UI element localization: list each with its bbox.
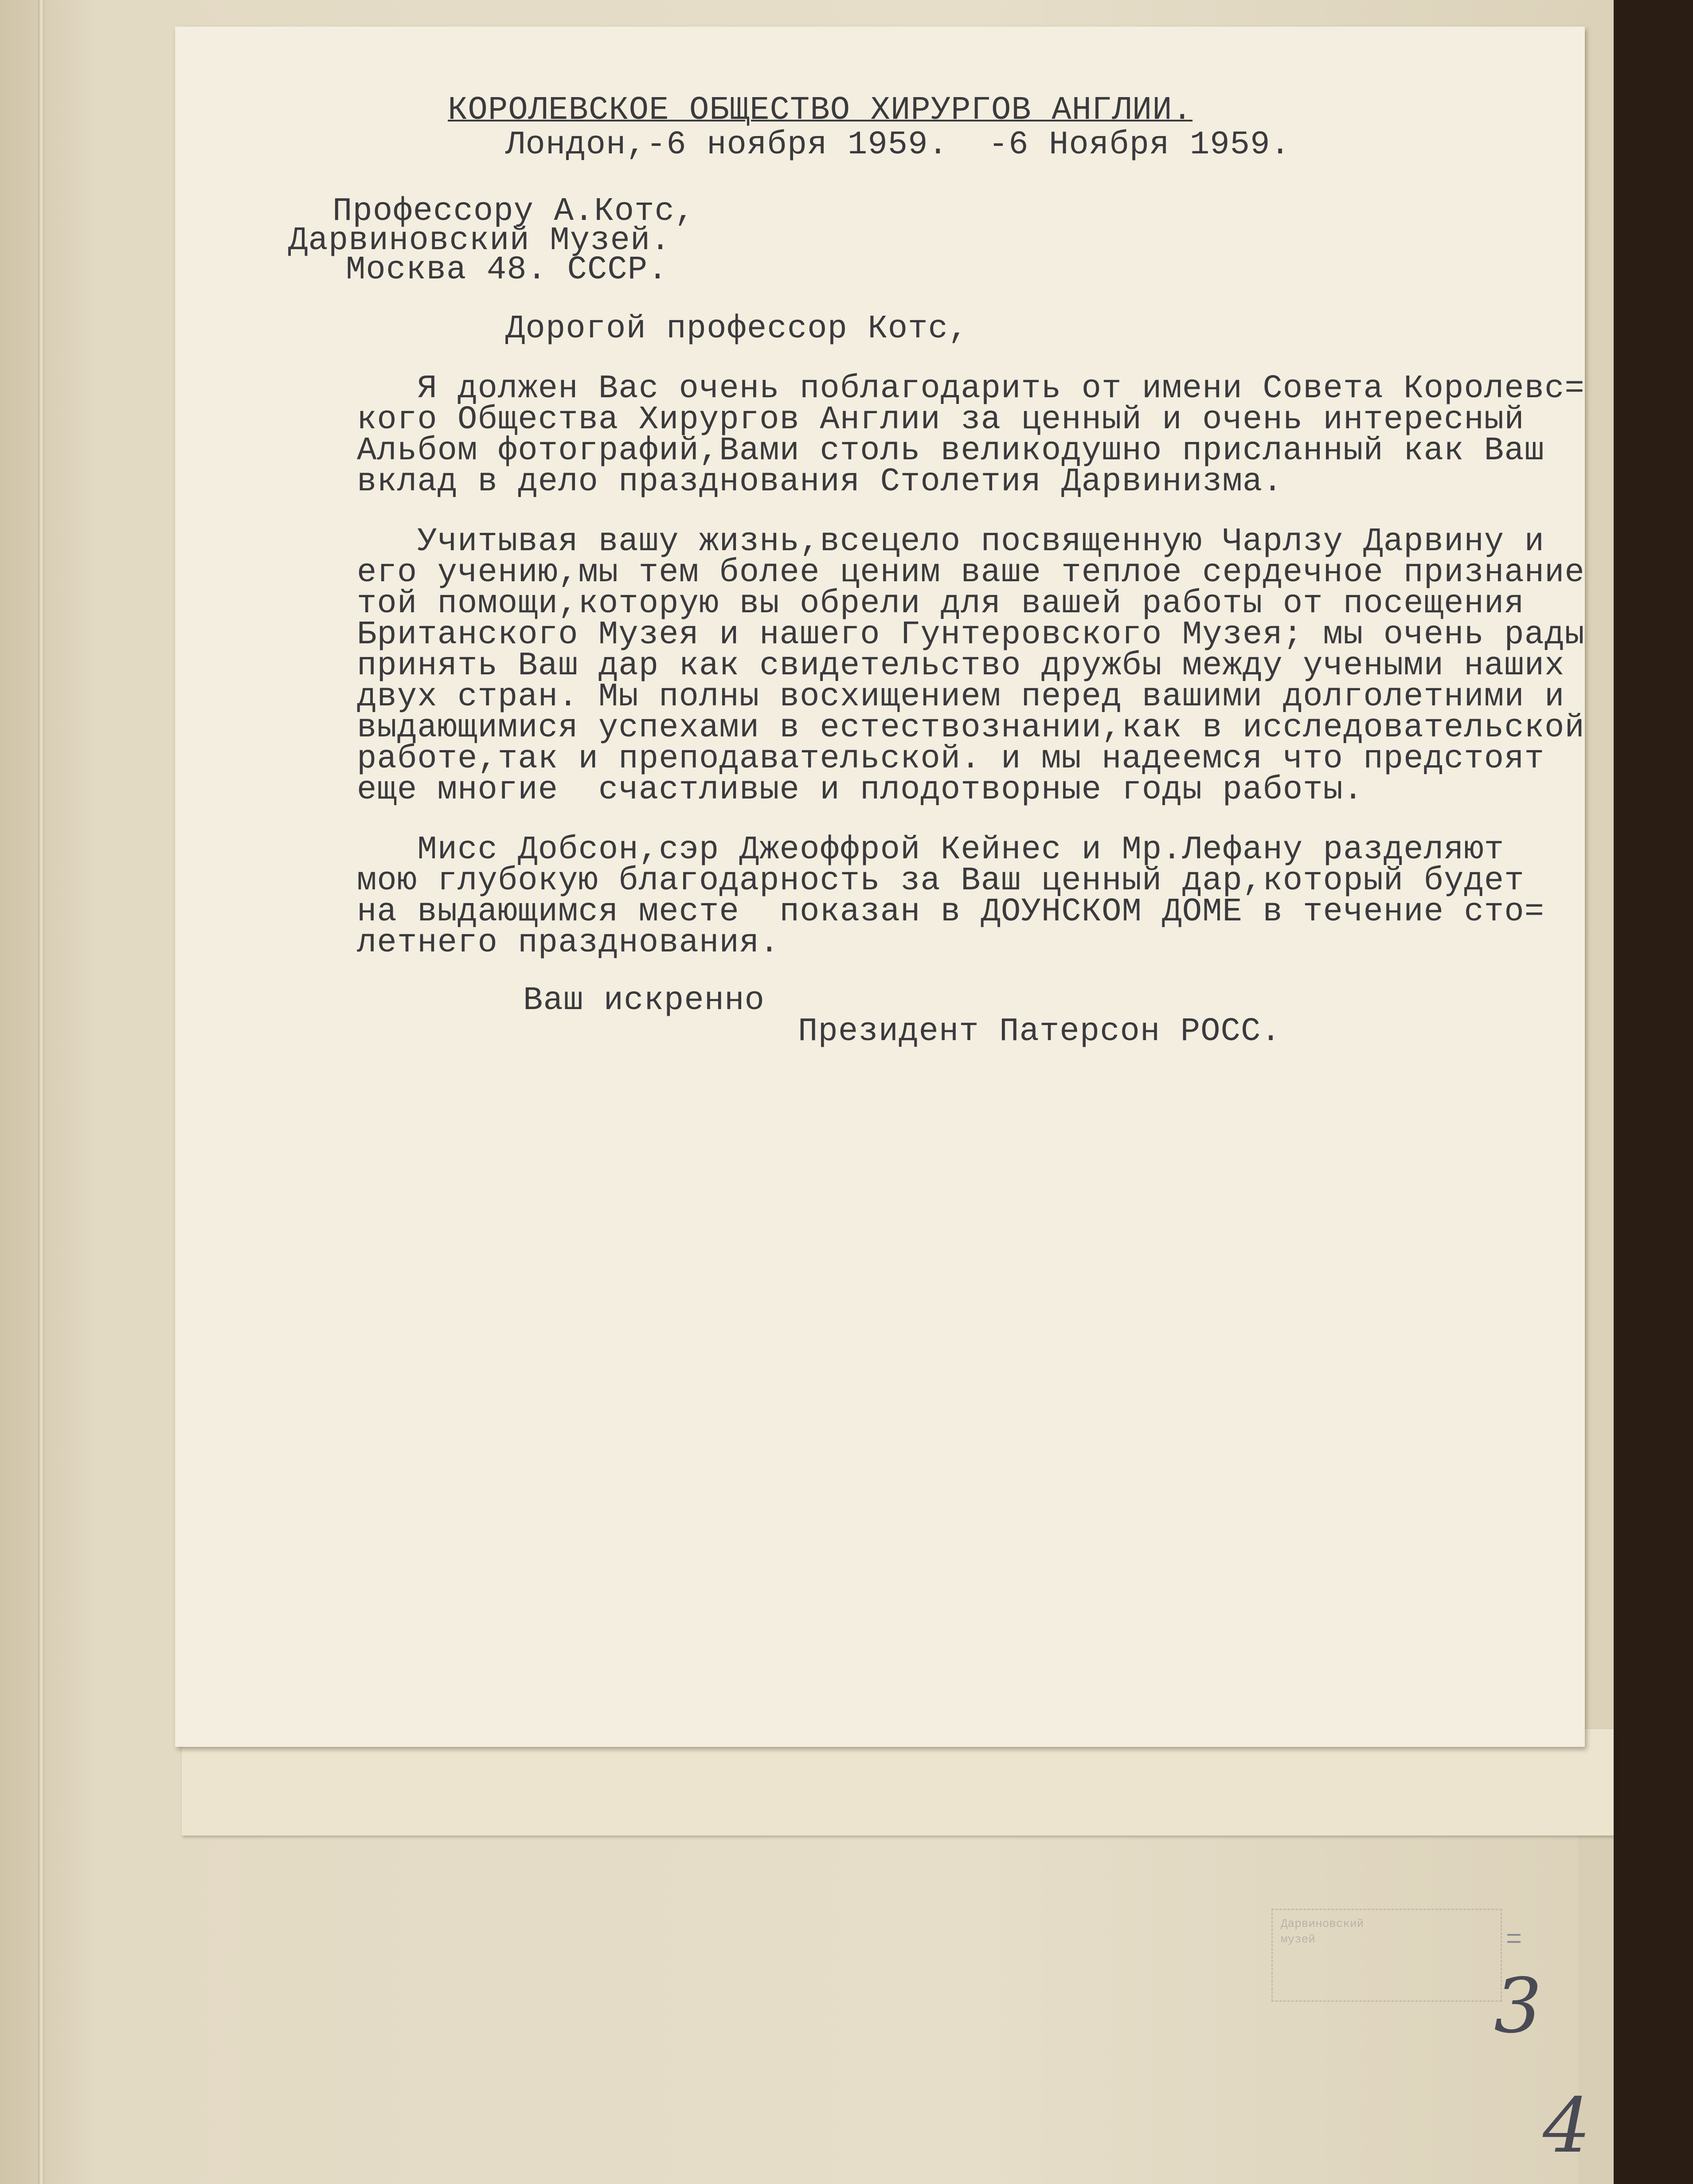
recipient-line: Профессору А.Котс,	[332, 193, 695, 230]
paragraph-line: Учитывая вашу жизнь,всецело посвященную Чарлзу Дарвину и	[357, 523, 1545, 560]
paragraph-line: летнего празднования.	[357, 924, 780, 962]
pencil-mark	[1507, 1941, 1521, 1943]
sheet-number: 3	[1494, 1962, 1542, 2050]
stamp-line: Дарвиновский	[1281, 1917, 1364, 1930]
folder-fold	[38, 0, 44, 2184]
paragraph-line: той помощи,которую вы обрели для вашей работы от посещения	[357, 585, 1525, 622]
paragraph-line: кого Общества Хирургов Англии за ценный и очень интересный	[357, 401, 1525, 438]
paragraph-line: мою глубокую благодарность за Ваш ценный дар,который будет	[357, 862, 1525, 900]
paragraph-line: на выдающимся месте показан в ДОУНСКОМ ДОМЕ в течение сто=	[357, 893, 1545, 931]
paragraph-line: вклад в дело празднования Столетия Дарвинизма.	[357, 463, 1283, 501]
paragraph-line: работе,так и преподавательской. и мы надеемся что предстоят	[357, 740, 1545, 778]
recipient-line: Дарвиновский Музей.	[288, 222, 671, 259]
stamp-line: музей	[1281, 1933, 1316, 1946]
date-line: Лондон,-6 ноября 1959. -6 Ноября 1959.	[505, 126, 1290, 164]
paragraph-line: выдающимися успехами в естествознании,как в исследовательской	[357, 709, 1585, 747]
paragraph-line: двух стран. Мы полны восхищением перед вашими долголетними и	[357, 678, 1565, 716]
archive-stamp	[1271, 1909, 1502, 2002]
folio-number: 4	[1543, 2082, 1591, 2170]
salutation: Дорогой профессор Котс,	[505, 310, 969, 348]
pencil-mark	[1507, 1934, 1521, 1936]
paragraph-line: еще многие счастливые и плодотворные годы работы.	[357, 771, 1364, 809]
paragraph-line: Я должен Вас очень поблагодарить от имени Совета Королевс=	[357, 370, 1585, 407]
signature: Президент Патерсон РОСС.	[798, 1013, 1281, 1050]
paragraph-line: его учению,мы тем более ценим ваше теплое сердечное признание	[357, 554, 1585, 591]
closing: Ваш искренно	[523, 982, 765, 1019]
recipient-line: Москва 48. СССР.	[346, 251, 668, 289]
paragraph-line: принять Ваш дар как свидетельство дружбы между учеными наших	[357, 647, 1565, 685]
paragraph-line: Мисс Добсон,сэр Джеоффрой Кейнес и Мр.Лефану разделяют	[357, 831, 1505, 869]
paragraph-line: Альбом фотографий,Вами столь великодушно присланный как Ваш	[357, 432, 1545, 470]
paragraph-line: Британского Музея и нашего Гунтеровского Музея; мы очень рады	[357, 616, 1585, 654]
letter-heading: КОРОЛЕВСКОЕ ОБЩЕСТВО ХИРУРГОВ АНГЛИИ.	[448, 92, 1193, 129]
